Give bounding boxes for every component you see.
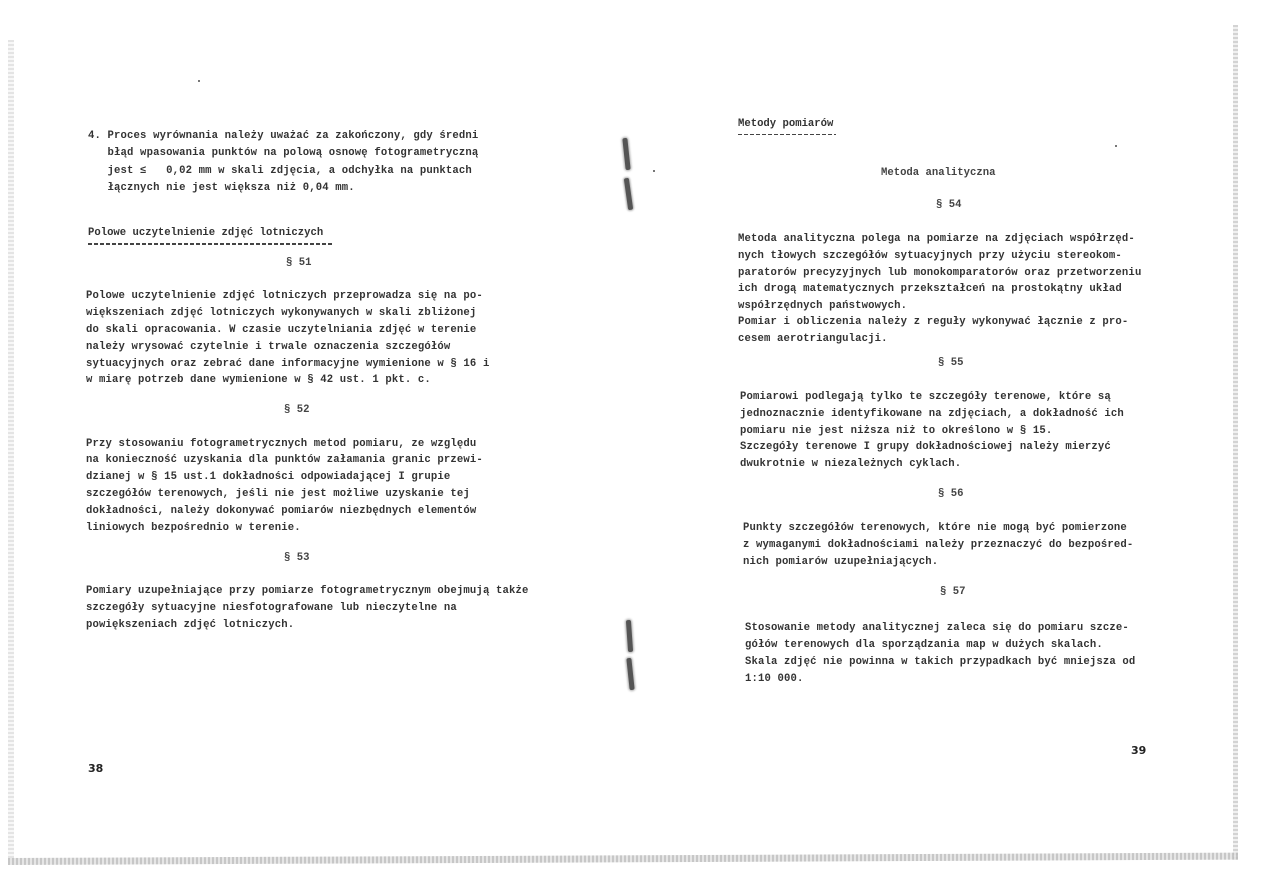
section-heading: Polowe uczytelnienie zdjęć lotniczych [88,227,324,239]
paragraph-line: dwukrotnie w niezależnych cyklach. [740,458,962,470]
paragraph-line: z wymaganymi dokładnościami należy przeznaczyć do bezpośred- [743,539,1134,551]
paragraph-line: na konieczność uzyskania dla punktów załamania granic przewi- [86,454,483,466]
paragraph-line: szczegóły sytuacyjne niesfotografowane lub nieczytelne na [86,602,457,614]
staple-mark-top [622,138,630,170]
paragraph-line: szczegółów terenowych, jeśli nie jest możliwe uzyskanie tej [86,488,470,500]
scan-speck [653,170,655,172]
paragraph-line: Pomiary uzupełniające przy pomiarze fotogrametrycznym obejmują także [86,585,529,597]
paragraph-number: § 52 [284,404,310,416]
page-number: 39 [1131,744,1147,757]
paragraph-line: Pomiar i obliczenia należy z reguły wykonywać łącznie z pro- [738,316,1129,328]
staple-mark-upper [624,178,633,210]
paragraph-line: paratorów precyzyjnych lub monokomparatorów oraz przetworzeniu [738,267,1142,279]
paragraph-line: jednoznacznie identyfikowane na zdjęciach, a dokładność ich [740,408,1124,420]
item-4-line: błąd wpasowania punktów na polową osnowę fotogrametryczną [88,147,479,159]
paragraph-line: pomiaru nie jest niższa niż to określono w § 15. [740,425,1053,437]
item-4-line: łącznych nie jest większa niż 0,04 mm. [88,182,355,194]
paragraph-number: § 57 [940,586,966,598]
paragraph-line: Polowe uczytelnienie zdjęć lotniczych przeprowadza się na po- [86,290,483,302]
scan-speck [1115,145,1117,147]
paragraph-line: cesem aerotriangulacji. [738,333,888,345]
item-4-line: jest ≤ 0,02 mm w skali zdjęcia, a odchyłka na punktach [88,165,472,177]
paragraph-line: Stosowanie metody analitycznej zaleca się do pomiaru szcze- [745,622,1129,634]
paragraph-line: Punkty szczegółów terenowych, które nie mogą być pomierzone [743,522,1127,534]
staple-mark-lower [626,620,633,652]
paragraph-line: Metoda analityczna polega na pomiarze na zdjęciach współrzęd- [738,233,1135,245]
subheading: Metoda analityczna [881,167,996,179]
paragraph-line: nych tłowych szczegółów sytuacyjnych przy użyciu stereokom- [738,250,1122,262]
paragraph-number: § 54 [936,199,962,211]
paragraph-line: liniowych bezpośrednio w terenie. [86,522,301,534]
paragraph-line: Skala zdjęć nie powinna w takich przypadkach być mniejsza od [745,656,1136,668]
scan-edge-right [1233,25,1238,860]
paragraph-line: Szczegóły terenowe I grupy dokładnościowej należy mierzyć [740,441,1111,453]
paragraph-number: § 56 [938,488,964,500]
paragraph-line: Pomiarowi podlegają tylko te szczegóły terenowe, które są [740,391,1111,403]
item-4-line: 4. Proces wyrównania należy uważać za zakończony, gdy średni [88,130,479,142]
paragraph-line: 1:10 000. [745,673,804,685]
paragraph-line: dzianej w § 15 ust.1 dokładności odpowiadającej I grupie [86,471,451,483]
paragraph-line: powiększeniach zdjęć lotniczych. [86,619,295,631]
paragraph-line: Przy stosowaniu fotogrametrycznych metod pomiaru, ze względu [86,438,477,450]
heading-underline [738,134,836,135]
chapter-heading: Metody pomiarów [738,118,834,130]
paragraph-line: większeniach zdjęć lotniczych wykonywanych w skali zbliżonej [86,307,477,319]
paragraph-line: do skali opracowania. W czasie uczytelniania zdjęć w terenie [86,324,477,336]
paragraph-line: dokładności, należy dokonywać pomiarów niezbędnych elementów [86,505,477,517]
paragraph-line: należy wrysować czytelnie i trwale oznaczenia szczegółów [86,341,451,353]
paragraph-number: § 53 [284,552,310,564]
staple-mark-bottom [626,658,634,690]
paragraph-line: ich drogą matematycznych przekształceń na prostokątny układ [738,283,1122,295]
paragraph-line: współrzędnych państwowych. [738,300,908,312]
page-number: 38 [88,762,104,775]
paragraph-line: gółów terenowych dla sporządzania map w dużych skalach. [745,639,1103,651]
paragraph-number: § 55 [938,357,964,369]
paragraph-line: w miarę potrzeb dane wymienione w § 42 ust. 1 pkt. c. [86,374,431,386]
paragraph-number: § 51 [286,257,312,269]
paragraph-line: sytuacyjnych oraz zebrać dane informacyjne wymienione w § 16 i [86,358,490,370]
paragraph-line: nich pomiarów uzupełniających. [743,556,939,568]
